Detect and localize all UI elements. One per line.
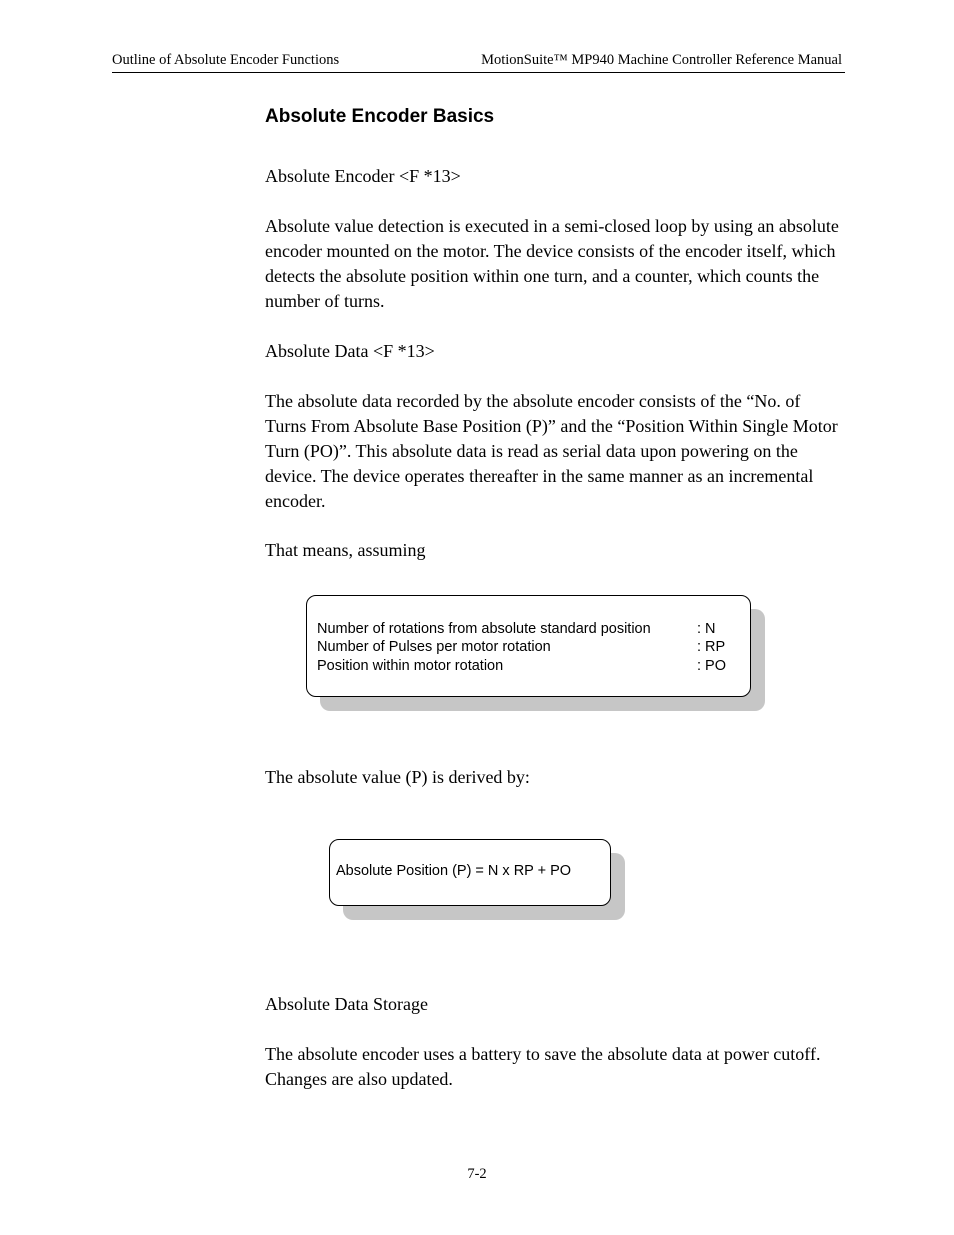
page-number: 7-2 — [467, 1166, 487, 1182]
definition-row — [317, 639, 740, 657]
definition-symbol: : RP — [697, 639, 726, 655]
definition-symbol: : PO — [697, 658, 727, 674]
formula-box-panel — [329, 839, 611, 906]
heading-absolute-data: Absolute Data <F *13> — [265, 341, 435, 361]
paragraph-derived-intro: The absolute value (P) is derived by: — [265, 767, 530, 787]
section-title: Absolute Encoder Basics — [265, 106, 495, 127]
paragraph-absolute-data-storage: The absolute encoder uses a battery to save the absolute data at power cutoff. Changes are also updated. — [265, 1044, 821, 1089]
definition-row — [317, 621, 740, 639]
definition-row — [317, 658, 740, 676]
header-divider — [112, 72, 845, 73]
paragraph-absolute-data: The absolute data recorded by the absolute encoder consists of the “No. of Turns From Absolute Base Position (P)” and the “Position Within Single Motor Turn (PO)”. This absolute data is read as serial data upon powering on the device. The device operates thereafter in the same manner as an incremental encoder. — [265, 391, 838, 511]
heading-absolute-encoder: Absolute Encoder <F *13> — [265, 166, 461, 186]
definitions-box — [306, 595, 766, 711]
definitions-box-panel — [306, 595, 751, 697]
definition-label: Position within motor rotation — [317, 658, 504, 674]
definition-label: Number of rotations from absolute standard position — [317, 621, 651, 637]
heading-absolute-data-storage: Absolute Data Storage — [265, 994, 428, 1014]
running-header-section: Outline of Absolute Encoder Functions — [112, 52, 340, 68]
running-header-manual-title: MotionSuite™ MP940 Machine Controller Reference Manual — [481, 52, 842, 68]
paragraph-assuming: That means, assuming — [265, 540, 426, 560]
paragraph-absolute-encoder: Absolute value detection is executed in a semi-closed loop by using an absolute encoder mounted on the motor. The device consists of the encoder itself, which detects the absolute position within one turn, and a counter, which counts the number of turns. — [265, 216, 839, 311]
definition-symbol: : N — [697, 621, 716, 637]
formula-box — [329, 839, 625, 920]
definition-label: Number of Pulses per motor rotation — [317, 639, 551, 655]
formula-text: Absolute Position (P) = N x RP + PO — [336, 863, 572, 879]
